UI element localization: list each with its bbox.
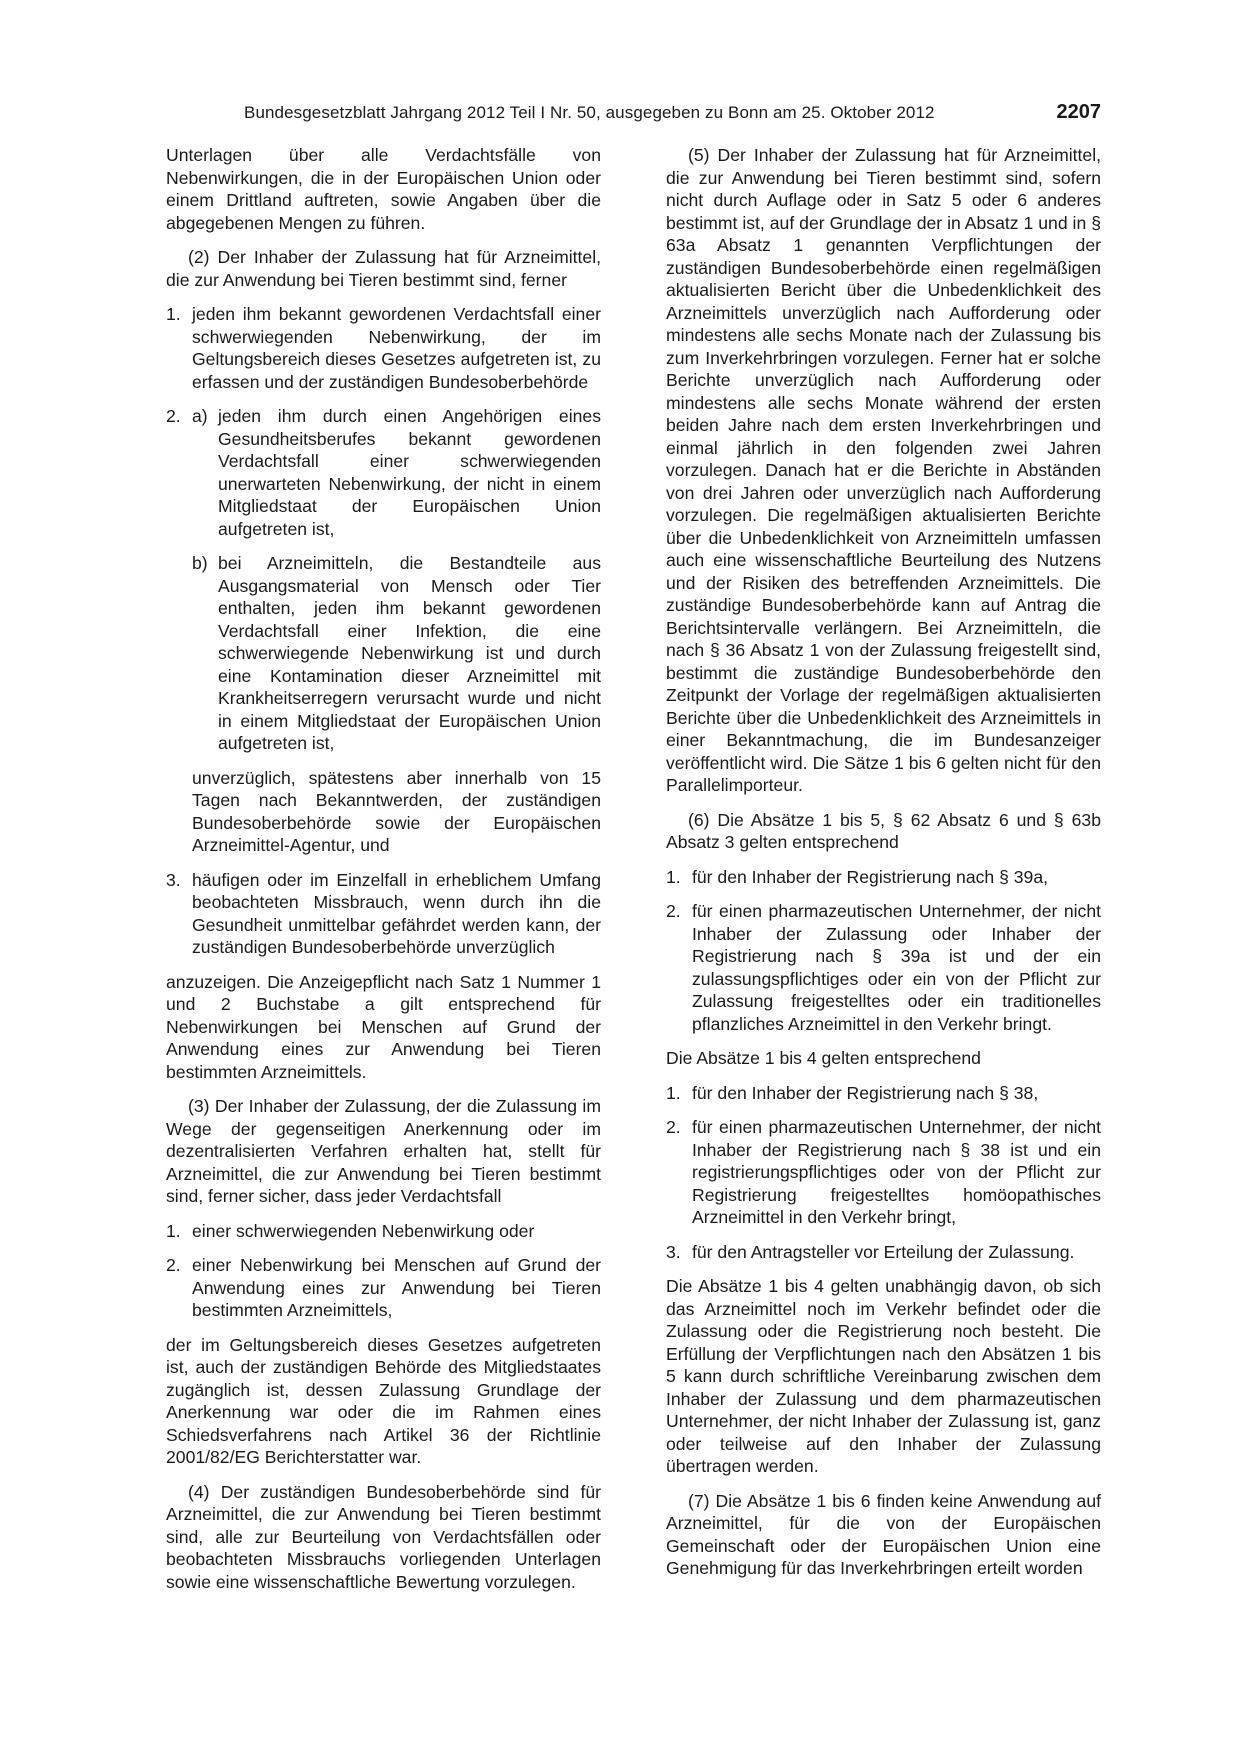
list-number: 2. (166, 1255, 181, 1275)
list-item (666, 900, 1101, 1035)
list-text: jeden ihm bekannt gewordenen Verdachtsfall einer schwerwiegenden Nebenwirkung, der im Geltungsbereich dieses Gesetzes aufgetreten ist, zu erfassen und der zuständigen Bundesoberbehörde (192, 304, 601, 392)
paragraph: (2) Der Inhaber der Zulassung hat für Arzneimittel, die zur Anwendung bei Tieren bestimmt sind, ferner (166, 247, 601, 290)
header-title: Bundesgesetzblatt Jahrgang 2012 Teil I Nr. 50, ausgegeben zu Bonn am 25. Oktober 2012 (244, 103, 935, 122)
list-number: 1. (166, 1220, 181, 1241)
sublist-text: bei Arzneimitteln, die Bestandteile aus Ausgangsmaterial von Mensch oder Tier enthalten, jeden ihm bekannt gewordenen Verdachtsfall einer Infektion, die eine schwerwiegende Nebenwirkung ist und durch eine Kontamination dieser Arzneimittel mit Krankheitserregern verursacht wurde und nicht in einem Mitgliedstaat der Europäischen Union aufgetreten ist, (218, 553, 601, 753)
page-number: 2207 (1056, 101, 1101, 123)
paragraph: (5) Der Inhaber der Zulassung hat für Arzneimittel, die zur Anwendung bei Tieren bestimmt sind, sofern nicht durch Auflage oder in Satz 5 oder 6 anderes bestimmt ist, auf der Grundlage der in Absatz 1 und in § 63a Absatz 1 genannten Verpflichtungen der zuständigen Bundesoberbehörde einen regelmäßigen aktualisierten Bericht über die Unbedenklichkeit des Arzneimittels unverzüglich nach Aufforderung oder mindestens alle sechs Monate nach der Zulassung bis zum Inverkehrbringen vorzulegen. Ferner hat er solche Berichte unverzüglich nach Aufforderung oder mindestens alle sechs Monate während der ersten beiden Jahre nach dem ersten Inverkehrbringen und einmal jährlich in den folgenden zwei Jahren vorzulegen. Danach hat er die Berichte in Abständen von drei Jahren oder unverzüglich nach Aufforderung vorzulegen. Die regelmäßigen aktualisierten Berichte über die Unbedenklichkeit von Arzneimitteln umfassen auch eine wissenschaftliche Beurteilung des Nutzens und der Risiken des betreffenden Arzneimittels. Die zuständige Bundesoberbehörde kann auf Antrag die Berichtsintervalle verlängern. Bei Arzneimitteln, die nach § 36 Absatz 1 von der Zulassung freigestellt sind, bestimmt die zuständige Bundesoberbehörde den Zeitpunkt der Vorlage der regelmäßigen aktualisierten Berichte über die Unbedenklichkeit des Arzneimittels in einer Bekanntmachung, die im Bundesanzeiger veröffentlicht wird. Die Sätze 1 bis 6 gelten nicht für den Parallelimporteur. (666, 145, 1101, 795)
list-number: 1. (666, 1082, 681, 1103)
paragraph: Unterlagen über alle Verdachtsfälle von Nebenwirkungen, die in der Europäischen Union oder einem Drittland auftreten, sowie Angaben über die abgegebenen Mengen zu führen. (166, 145, 601, 233)
right-column (666, 144, 1101, 1592)
list-item (166, 303, 601, 393)
list-number: 2. (166, 406, 181, 426)
paragraph: der im Geltungsbereich dieses Gesetzes aufgetreten ist, auch der zuständigen Behörde des Mitgliedstaates zugänglich ist, dessen Zulassung Grundlage der Anerkennung war oder die im Rahmen eines Schiedsverfahrens nach Artikel 36 der Richtlinie 2001/82/EG Berichterstatter war. (166, 1334, 601, 1467)
list-item (166, 1220, 601, 1243)
list-text: für den Antragsteller vor Erteilung der Zulassung. (692, 1241, 1075, 1262)
list-number: 1. (166, 304, 181, 324)
sublist-item (192, 405, 601, 540)
paragraph: (6) Die Absätze 1 bis 5, § 62 Absatz 6 und § 63b Absatz 3 gelten entsprechend (666, 809, 1101, 852)
sublist-item (192, 552, 601, 755)
list-item (666, 1241, 1101, 1264)
list-number: 1. (666, 866, 681, 887)
list-continuation: unverzüglich, spätestens aber innerhalb von 15 Tagen nach Bekanntwerden, der zuständigen Bundesoberbehörde sowie der Europäischen Arzneimittel-Agentur, und (192, 767, 601, 855)
list-text: für den Inhaber der Registrierung nach § 38, (692, 1082, 1039, 1103)
list-text: für einen pharmazeutischen Unternehmer, der nicht Inhaber der Registrierung nach § 38 ist und ein registrierungspflichtiges oder von der Pflicht zur Registrierung freigestelltes homöopathisches Arzneimittel in den Verkehr bringt, (692, 1117, 1101, 1227)
sublist-letter: a) (192, 406, 208, 426)
list-text: häufigen oder im Einzelfall in erheblichem Umfang beobachteten Missbrauch, wenn durch ihn die Gesundheit unmittelbar gefährdet werden kann, der zuständigen Bundesoberbehörde unverzüglich (192, 869, 601, 957)
list-item (166, 1254, 601, 1322)
paragraph: (3) Der Inhaber der Zulassung, der die Zulassung im Wege der gegenseitigen Anerkennung oder im dezentralisierten Verfahren erhalten hat, stellt für Arzneimittel, die zur Anwendung bei Tieren bestimmt sind, ferner sicher, dass jeder Verdachtsfall (166, 1096, 601, 1206)
list-text: für den Inhaber der Registrierung nach § 39a, (692, 866, 1049, 887)
page-header (166, 100, 1101, 130)
list-item (666, 1116, 1101, 1229)
list-item (166, 405, 601, 857)
paragraph: Die Absätze 1 bis 4 gelten entsprechend (666, 1048, 981, 1068)
paragraph: (7) Die Absätze 1 bis 6 finden keine Anwendung auf Arzneimittel, für die von der Europäischen Gemeinschaft oder der Europäischen Union eine Genehmigung für das Inverkehrbringen erteilt worden (666, 1490, 1101, 1578)
list-item (666, 1082, 1101, 1105)
list-number: 2. (666, 901, 681, 921)
paragraph: anzuzeigen. Die Anzeigepflicht nach Satz 1 Nummer 1 und 2 Buchstabe a gilt entsprechend für Nebenwirkungen bei Menschen auf Grund der Anwendung eines zur Anwendung bei Tieren bestimmten Arzneimittels. (166, 971, 601, 1082)
sublist-letter: b) (192, 553, 208, 573)
list-text: einer Nebenwirkung bei Menschen auf Grund der Anwendung eines zur Anwendung bei Tieren bestimmten Arzneimittels, (192, 1255, 601, 1320)
list-number: 3. (666, 1241, 681, 1262)
list-text: für einen pharmazeutischen Unternehmer, der nicht Inhaber der Zulassung oder Inhaber der Registrierung nach § 39a ist und der ein zulassungspflichtiges oder ein von der Pflicht zur Zulassung freigestelltes oder ein traditionelles pflanzliches Arzneimittel in den Verkehr bringt. (692, 901, 1101, 1034)
sublist-text: jeden ihm durch einen Angehörigen eines Gesundheitsberufes bekannt gewordenen Verdachtsfall einer schwerwiegenden unerwarteten Nebenwirkung, der nicht in einem Mitgliedstaat der Europäischen Union aufgetreten ist, (218, 406, 601, 539)
list-item (666, 866, 1101, 889)
left-column (166, 144, 601, 1605)
list-item (166, 869, 601, 959)
list-number: 2. (666, 1117, 681, 1137)
paragraph: Die Absätze 1 bis 4 gelten unabhängig davon, ob sich das Arzneimittel noch im Verkehr befindet oder die Zulassung oder die Registrierung noch besteht. Die Erfüllung der Verpflichtungen nach den Absätzen 1 bis 5 kann durch schriftliche Vereinbarung zwischen dem Inhaber der Zulassung und dem pharmazeutischen Unternehmer, der nicht Inhaber der Zulassung ist, ganz oder teilweise auf den Inhaber der Zulassung übertragen werden. (666, 1276, 1101, 1476)
paragraph: (4) Der zuständigen Bundesoberbehörde sind für Arzneimittel, die zur Anwendung bei Tieren bestimmt sind, alle zur Beurteilung von Verdachtsfällen oder beobachteten Missbrauchs vorliegenden Unterlagen sowie eine wissenschaftliche Bewertung vorzulegen. (166, 1481, 601, 1592)
list-number: 3. (166, 869, 181, 890)
list-text: einer schwerwiegenden Nebenwirkung oder (192, 1220, 535, 1241)
